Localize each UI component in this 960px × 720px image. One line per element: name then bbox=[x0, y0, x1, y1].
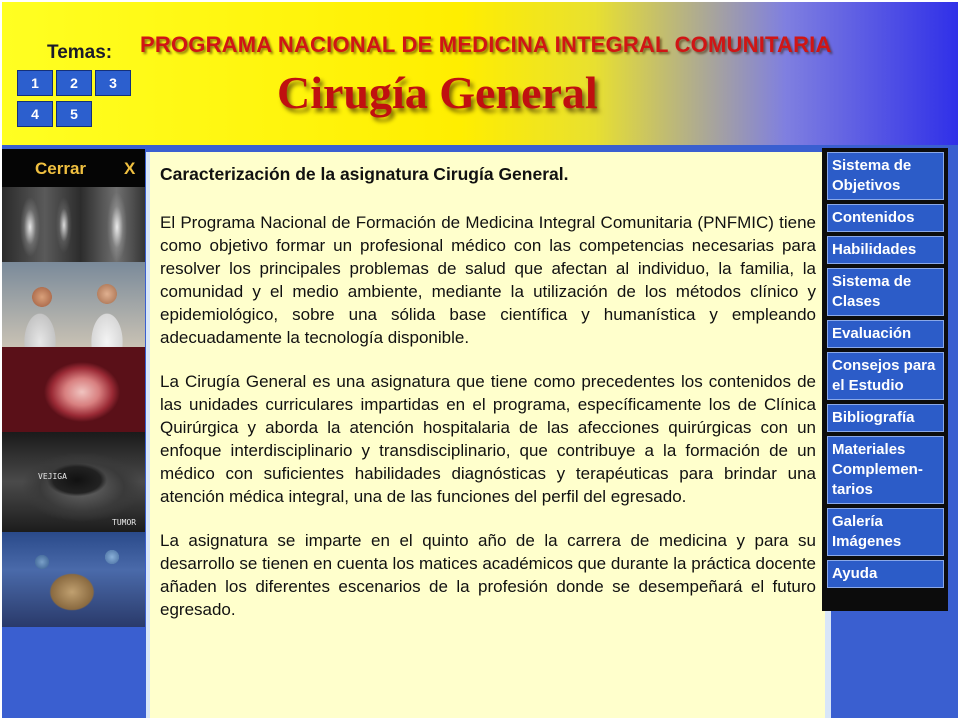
menu-item-ayuda[interactable]: Ayuda bbox=[827, 560, 944, 588]
menu-item-sistema-objetivos[interactable]: Sistema de Objetivos bbox=[827, 152, 944, 200]
left-image-panel bbox=[2, 145, 145, 718]
ultrasound-label-tumor: TUMOR bbox=[112, 518, 137, 527]
menu-item-habilidades[interactable]: Habilidades bbox=[827, 236, 944, 264]
tema-button-2[interactable]: 2 bbox=[56, 70, 92, 96]
close-bar bbox=[2, 149, 145, 187]
menu-item-bibliografia[interactable]: Bibliografía bbox=[827, 404, 944, 432]
content-heading: Caracterización de la asignatura Cirugía General. bbox=[160, 164, 569, 184]
doctors-image bbox=[2, 262, 145, 347]
temas-label: Temas: bbox=[47, 42, 113, 63]
subject-title: Cirugía General bbox=[277, 67, 598, 118]
menu-item-consejos-estudio[interactable]: Consejos para el Estudio bbox=[827, 352, 944, 400]
menu-item-materiales[interactable]: Materiales Complemen-tarios bbox=[827, 436, 944, 504]
xray-image bbox=[2, 187, 145, 262]
surgery-image bbox=[2, 347, 145, 432]
tema-button-4[interactable]: 4 bbox=[17, 101, 53, 127]
ultrasound-label-vejiga: VEJIGA bbox=[38, 472, 67, 481]
header-banner bbox=[2, 2, 958, 145]
operating-room-image bbox=[2, 532, 145, 627]
content-paragraph-2: La Cirugía General es una asignatura que tiene como precedentes los contenidos de las unidades curriculares impartidas en el programa, específicamente los de Clínica Quirúrgica y aborda la atención hospitalaria de las afecciones quirúrgicas con un enfoque interdisciplinario y transdisciplinario, que contribuye a la formación de un médico con suficientes habilidades diagnósticas y terapéuticas para brindar una atención médica integral, una de las funciones del perfil del egresado. bbox=[160, 372, 816, 506]
content-area bbox=[146, 152, 831, 718]
tema-button-1[interactable]: 1 bbox=[17, 70, 53, 96]
close-icon[interactable]: X bbox=[124, 159, 136, 178]
menu-item-evaluacion[interactable]: Evaluación bbox=[827, 320, 944, 348]
tema-button-3[interactable]: 3 bbox=[95, 70, 131, 96]
content-paragraph-3: La asignatura se imparte en el quinto año de la carrera de medicina y para su desarrollo se tienen en cuenta los matices académicos que durante la práctica docente añaden los diferentes escenarios de la profesión donde se desempeñará el futuro egresado. bbox=[160, 531, 816, 619]
tema-button-5[interactable]: 5 bbox=[56, 101, 92, 127]
menu-item-sistema-clases[interactable]: Sistema de Clases bbox=[827, 268, 944, 316]
app-frame bbox=[2, 2, 958, 718]
content-paragraph-1: El Programa Nacional de Formación de Medicina Integral Comunitaria (PNFMIC) tiene como objetivo formar un profesional médico con las competencias necesarias para resolver los principales problemas de salud que afectan al individuo, la familia, la comunidad y el medio ambiente, mediante la utilización de los métodos clínico y epidemiológico, sobre una sólida base científica y humanística y empleando adecuadamente la tecnología disponible. bbox=[160, 213, 816, 347]
program-title: PROGRAMA NACIONAL DE MEDICINA INTEGRAL COMUNITARIA bbox=[140, 32, 832, 57]
close-button[interactable]: Cerrar bbox=[35, 159, 87, 178]
ultrasound-image bbox=[2, 432, 145, 532]
right-nav-menu bbox=[822, 148, 948, 611]
menu-item-contenidos[interactable]: Contenidos bbox=[827, 204, 944, 232]
menu-item-galeria[interactable]: Galería Imágenes bbox=[827, 508, 944, 556]
